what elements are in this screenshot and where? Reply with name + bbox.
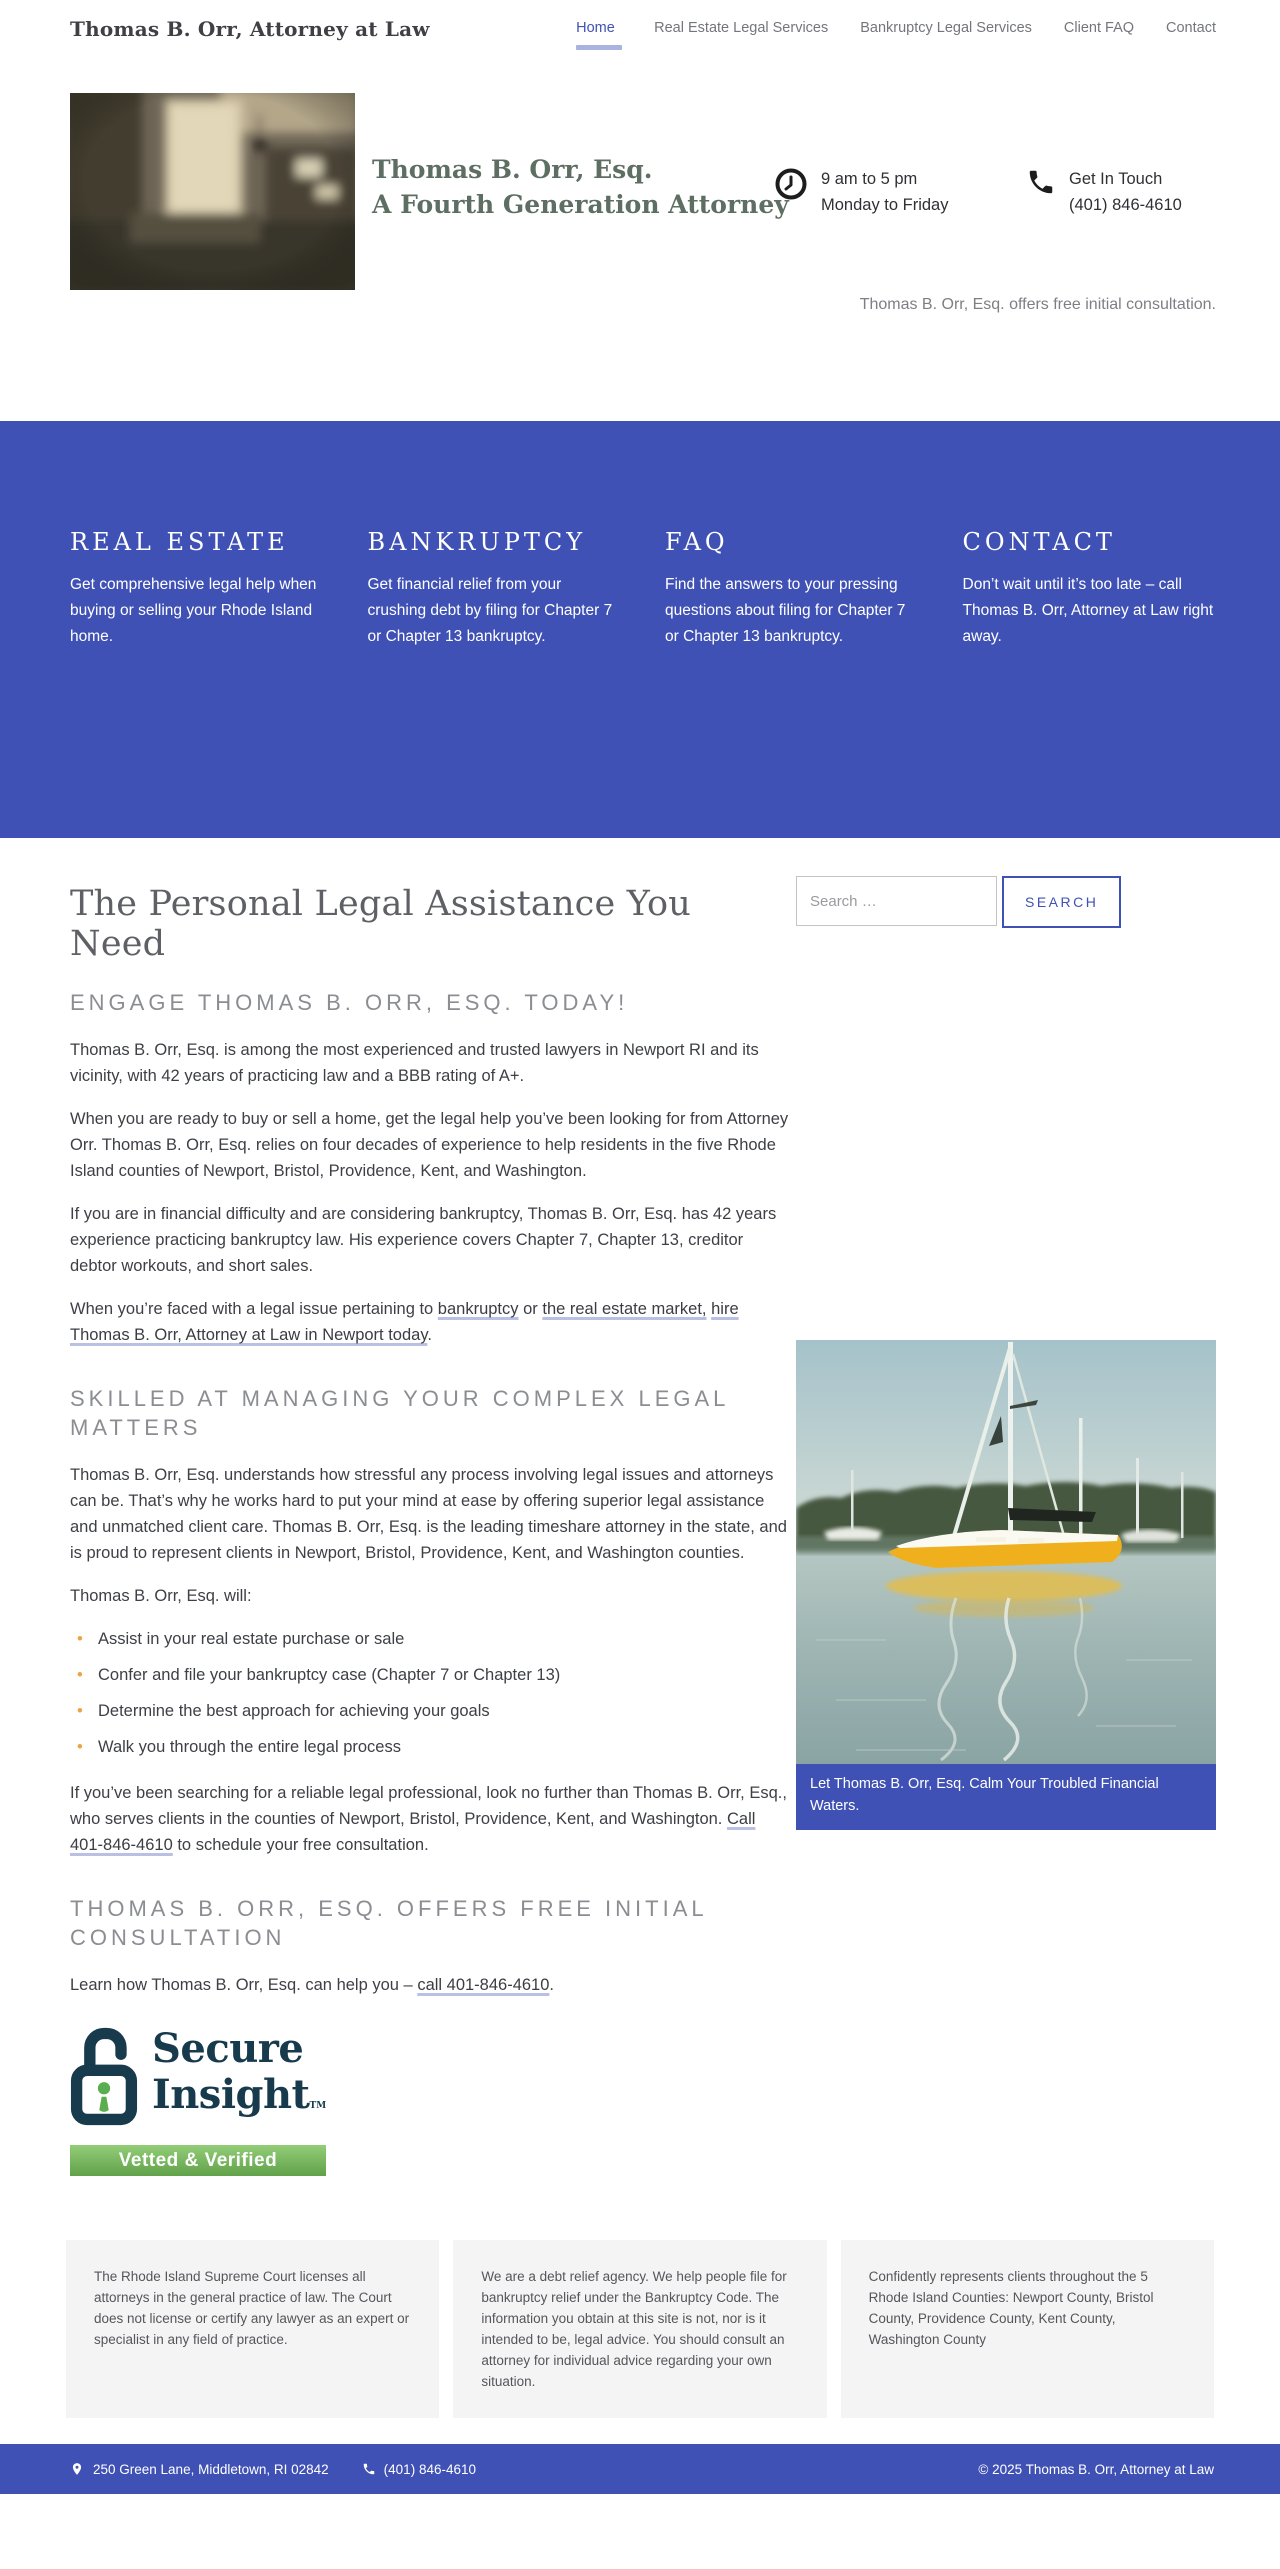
list-item: • Walk you through the entire legal process: [70, 1734, 790, 1760]
engage-heading: ENGAGE THOMAS B. ORR, ESQ. TODAY!: [70, 990, 629, 1015]
band-column-contact[interactable]: [963, 528, 1217, 650]
logo-tm: TM: [309, 2101, 327, 2112]
skilled-heading: SKILLED AT MANAGING YOUR COMPLEX LEGAL MATTERS: [70, 1386, 729, 1441]
clock-icon: [774, 167, 808, 201]
list-item: • Determine the best approach for achieving your goals: [70, 1698, 790, 1724]
free-consultation-heading: THOMAS B. ORR, ESQ. OFFERS FREE INITIAL CONSULTATION: [70, 1896, 707, 1951]
skilled-paragraph: Thomas B. Orr, Esq. understands how stressful any process involving legal issues and attorneys can be. That’s why he works hard to put your mind at ease by offering superior legal assistance and unmatched client care. Thomas B. Orr, Esq. is the leading timeshare attorney in the state, and is proud to represent clients in Newport, Bristol, Providence, Kent, and Washington counties.: [70, 1466, 787, 1563]
hours-text: [821, 167, 948, 218]
get-in-touch: [1026, 167, 1182, 218]
bankruptcy-link[interactable]: bankruptcy: [437, 1300, 519, 1319]
secure-insight-lock-icon: [70, 2026, 138, 2126]
services-band: [0, 421, 1280, 838]
search-form: [796, 876, 1216, 928]
sailboat-image: [796, 1340, 1216, 1764]
hours-line1: 9 am to 5 pm: [821, 170, 918, 188]
learn-paragraph-text: Learn how Thomas B. Orr, Esq. can help you –: [70, 1976, 418, 1995]
band-title-contact: CONTACT: [962, 528, 1116, 556]
hero-section: [0, 93, 1280, 421]
sailboat-caption: Let Thomas B. Orr, Esq. Calm Your Troubled Financial Waters.: [796, 1764, 1216, 1830]
footer-address: 250 Green Lane, Middletown, RI 02842: [93, 2461, 329, 2477]
search-input[interactable]: [796, 876, 997, 926]
main-content: [70, 884, 790, 2176]
vintage-office-photo: [70, 93, 355, 290]
reliable-paragraph-text: to schedule your free consultation.: [172, 1836, 429, 1855]
list-item: • Confer and file your bankruptcy case (Chapter 7 or Chapter 13): [70, 1662, 790, 1688]
call-phone-link-2[interactable]: call 401-846-4610: [417, 1976, 550, 1995]
services-bullet-list: [70, 1626, 790, 1760]
office-hours: [774, 167, 948, 218]
sailboat-figure: [796, 1340, 1216, 1830]
footer-address-group: [70, 2460, 476, 2478]
links-paragraph-text: .: [427, 1326, 432, 1345]
footer-widget-license: The Rhode Island Supreme Court licenses all attorneys in the general practice of law. The Court does not license or certify any lawyer as an expert or specialist in any field of practice.: [66, 2240, 439, 2418]
location-pin-icon: [70, 2460, 84, 2478]
attorney-name-heading: [372, 153, 789, 222]
sidebar: [796, 876, 1216, 1830]
site-header: [0, 0, 1280, 93]
band-title-faq: FAQ: [665, 528, 729, 556]
contact-text: [1069, 167, 1182, 218]
footer-widget-debt-relief: We are a debt relief agency. We help people file for bankruptcy relief under the Bankruptcy Code. The information you obtain at this site is not, nor is it intended to be, legal advice. You should consult an attorney for individual advice regarding your own situation.: [453, 2240, 826, 2418]
band-text-real-estate: Get comprehensive legal help when buying or selling your Rhode Island home.: [70, 576, 317, 645]
call-phone-link[interactable]: Call 401-846-4610: [70, 1810, 756, 1855]
main-nav: [576, 17, 1216, 50]
intro-paragraph: Thomas B. Orr, Esq. is among the most experienced and trusted lawyers in Newport RI and its vicinity, with 42 years of practicing law and a BBB rating of A+.: [70, 1041, 759, 1086]
free-consultation-note: Thomas B. Orr, Esq. offers free initial consultation.: [859, 296, 1216, 313]
links-paragraph-text: When you’re faced with a legal issue pertaining to: [70, 1300, 438, 1319]
page-title: The Personal Legal Assistance You Need: [70, 884, 691, 964]
band-column-bankruptcy[interactable]: [368, 528, 622, 650]
logo-word-insight: Insight: [152, 2071, 310, 2119]
site-footer: [0, 2240, 1280, 2494]
band-text-bankruptcy: Get financial relief from your crushing debt by filing for Chapter 7 or Chapter 13 bankruptcy.: [367, 576, 613, 645]
nav-item-bankruptcy[interactable]: Bankruptcy Legal Services: [860, 20, 1032, 36]
links-paragraph: [70, 1296, 790, 1348]
band-column-real-estate[interactable]: [70, 528, 324, 650]
footer-copyright: © 2025 Thomas B. Orr, Attorney at Law: [978, 2461, 1214, 2477]
real-estate-paragraph: When you are ready to buy or sell a home, get the legal help you’ve been looking for from Attorney Orr. Thomas B. Orr, Esq. relies on four decades of experience to help residents in the five Rhode Island counties of Newport, Bristol, Providence, Kent, and Washington.: [70, 1110, 789, 1181]
search-button[interactable]: SEARCH: [1002, 876, 1121, 928]
learn-paragraph-text: .: [549, 1976, 555, 1995]
nav-item-client-faq[interactable]: Client FAQ: [1063, 20, 1135, 36]
logo-word-secure: Secure: [152, 2025, 304, 2073]
site-title: Thomas B. Orr, Attorney at Law: [70, 17, 430, 41]
learn-paragraph: [70, 1972, 790, 1998]
band-text-contact: Don’t wait until it’s too late – call Thomas B. Orr, Attorney at Law right away.: [962, 576, 1214, 645]
band-title-bankruptcy: BANKRUPTCY: [367, 528, 587, 556]
footer-widgets: [66, 2240, 1214, 2418]
attorney-name-line1: Thomas B. Orr, Esq.: [372, 155, 653, 184]
reliable-paragraph-text: If you’ve been searching for a reliable legal professional, look no further than Thomas B. Orr, Esq., who serves clients in the counties of Newport, Bristol, Providence, Kent, and Washington.: [70, 1784, 787, 1829]
list-item: • Assist in your real estate purchase or sale: [70, 1626, 790, 1652]
will-paragraph: Thomas B. Orr, Esq. will:: [70, 1587, 252, 1606]
nav-item-home[interactable]: Home: [576, 20, 622, 50]
bankruptcy-paragraph: If you are in financial difficulty and are considering bankruptcy, Thomas B. Orr, Esq. has 42 years experience practicing bankruptcy law. His experience covers Chapter 7, Chapter 13, creditor debtor workouts, and short sales.: [70, 1205, 777, 1276]
band-column-faq[interactable]: [665, 528, 919, 650]
attorney-name-line2: A Fourth Generation Attorney: [372, 189, 789, 219]
phone-icon: [1026, 167, 1056, 197]
secure-insight-seal[interactable]: [70, 2026, 790, 2176]
secure-insight-wordmark: [152, 2026, 326, 2129]
real-estate-market-link[interactable]: the real estate market,: [542, 1300, 707, 1319]
hire-today-link[interactable]: hire Thomas B. Orr, Attorney at Law in Newport today: [70, 1300, 739, 1345]
bottom-bar: [0, 2444, 1280, 2494]
band-title-real-estate: REAL ESTATE: [70, 528, 289, 556]
nav-item-real-estate[interactable]: Real Estate Legal Services: [654, 20, 829, 36]
footer-widget-counties: Confidently represents clients throughout the 5 Rhode Island Counties: Newport County, Bristol County, Providence County, Kent County, Washington County: [841, 2240, 1214, 2418]
phone-icon-small: [362, 2462, 376, 2476]
links-paragraph-text: or: [518, 1300, 543, 1319]
reliable-paragraph: [70, 1780, 790, 1858]
vetted-verified-badge: Vetted & Verified: [70, 2145, 326, 2176]
footer-phone: (401) 846-4610: [383, 2461, 476, 2477]
contact-line1: Get In Touch: [1069, 170, 1163, 188]
hours-line2: Monday to Friday: [821, 195, 949, 214]
contact-phone-number: (401) 846-4610: [1069, 195, 1182, 214]
nav-item-contact[interactable]: Contact: [1166, 20, 1216, 36]
band-text-faq: Find the answers to your pressing questions about filing for Chapter 7 or Chapter 13 bankruptcy.: [665, 576, 906, 645]
